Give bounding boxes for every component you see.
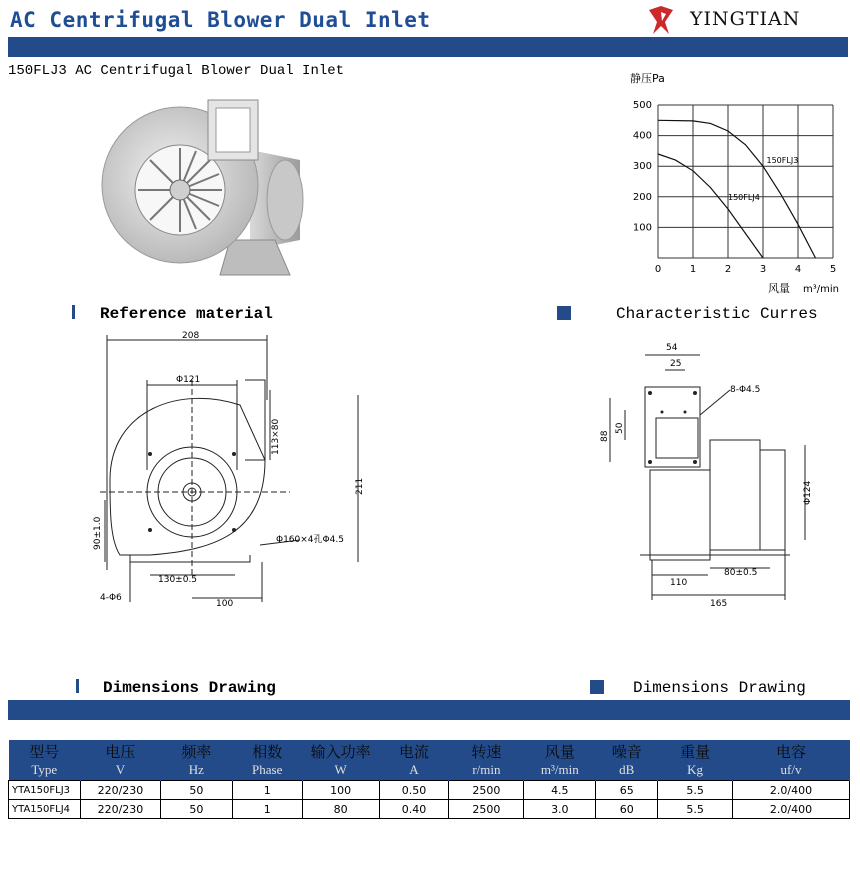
header-en: r/min	[472, 761, 501, 777]
dim-bolt-circle: Φ160×4孔Φ4.5	[276, 535, 344, 545]
header-en: V	[115, 761, 126, 777]
y-tick-label: 100	[632, 222, 652, 234]
table-header-cell	[449, 740, 524, 781]
y-tick-label: 400	[632, 130, 652, 142]
table-cell: 1	[232, 781, 302, 800]
dim-flange-height: 88	[600, 430, 610, 442]
header-en: Type	[31, 761, 58, 777]
header-cn: 输入功率	[310, 742, 371, 761]
table-row	[9, 800, 850, 819]
table-header-cell	[379, 740, 449, 781]
series-line-150FLJ3	[658, 120, 816, 258]
yingtian-logo-icon	[643, 2, 679, 38]
table-cell: 1	[232, 800, 302, 819]
table-header-row	[9, 740, 850, 781]
section-marker-icon	[76, 679, 79, 693]
table-divider-bar	[8, 700, 850, 720]
table-cell: 2.0/400	[733, 781, 850, 800]
dim-hole-height: 50	[615, 422, 625, 434]
table-header-cell	[160, 740, 232, 781]
table-cell: 60	[596, 800, 658, 819]
section-dimensions-left-label: Dimensions Drawing	[103, 679, 276, 697]
x-tick-label: 0	[654, 264, 662, 275]
header-cn: 噪音	[611, 742, 642, 761]
table-header-cell	[80, 740, 160, 781]
header-en: Hz	[188, 761, 204, 777]
header-en: W	[334, 761, 347, 777]
dim-center-height: 90±1.0	[93, 516, 103, 550]
dim-flange-holes: 8-Φ4.5	[730, 385, 761, 395]
x-axis-unit: m³/min	[803, 284, 839, 295]
table-header-cell	[658, 740, 733, 781]
table-cell: 50	[160, 800, 232, 819]
section-dimensions-right-label: Dimensions Drawing	[633, 679, 806, 697]
dim-inlet: Φ121	[176, 375, 201, 385]
page-title: AC Centrifugal Blower Dual Inlet	[10, 8, 431, 32]
header-cn: 型号	[29, 742, 60, 761]
dim-width: 208	[182, 331, 200, 341]
section-characteristic-label: Characteristic Curres	[616, 305, 818, 323]
table-header-cell	[302, 740, 379, 781]
header-cn: 转速	[471, 742, 502, 761]
table-header-cell	[9, 740, 81, 781]
header-cn: 重量	[680, 742, 711, 761]
header-cn: 电压	[105, 742, 136, 761]
table-header-cell	[524, 740, 596, 781]
section-reference-label: Reference material	[100, 305, 273, 323]
header-cn: 频率	[181, 742, 212, 761]
x-tick-label: 5	[829, 264, 837, 275]
y-axis-label: 静压Pa	[630, 72, 665, 85]
front-dimension-drawing	[90, 330, 390, 610]
table-cell: 2500	[449, 800, 524, 819]
table-header-cell	[596, 740, 658, 781]
dim-depth: 110	[670, 578, 688, 588]
dim-motor-dia: Φ124	[803, 480, 813, 505]
table-cell: YTA150FLJ4	[9, 800, 81, 819]
header-en: A	[409, 761, 419, 777]
header-cn: 电流	[398, 742, 429, 761]
section-square-icon	[557, 306, 571, 320]
table-cell: 50	[160, 781, 232, 800]
table-cell: 0.40	[379, 800, 449, 819]
dim-outlet: 113×80	[271, 418, 281, 455]
x-tick-label: 3	[759, 264, 767, 275]
series-line-150FLJ4	[658, 154, 763, 258]
series-label: 150FLJ3	[766, 156, 799, 166]
series-label: 150FLJ4	[728, 192, 760, 202]
brand-name: YINGTIAN	[690, 8, 801, 30]
table-row	[9, 781, 850, 800]
header-en: dB	[619, 761, 635, 777]
x-tick-label: 2	[724, 264, 732, 275]
table-cell: 5.5	[658, 800, 733, 819]
section-square-icon	[590, 680, 604, 694]
y-tick-label: 300	[632, 161, 652, 173]
section-marker-icon	[72, 305, 75, 319]
dim-mount-holes: 4-Φ6	[100, 593, 122, 603]
table-cell: 5.5	[658, 781, 733, 800]
header-en: m³/min	[540, 761, 579, 777]
table-cell: 0.50	[379, 781, 449, 800]
y-tick-label: 500	[632, 100, 652, 111]
x-axis-label: 风量	[768, 282, 790, 295]
product-subtitle: 150FLJ3 AC Centrifugal Blower Dual Inlet	[8, 63, 345, 79]
dim-base-spacing: 130±0.5	[158, 575, 198, 585]
header-divider-bar	[8, 37, 848, 57]
dim-height: 211	[355, 477, 365, 495]
header-en: uf/v	[780, 761, 802, 777]
header-cn: 电容	[776, 742, 807, 761]
table-cell: 2.0/400	[733, 800, 850, 819]
x-tick-label: 1	[689, 264, 697, 275]
table-header-cell	[733, 740, 850, 781]
dim-offset: 100	[216, 599, 234, 609]
header-en: Phase	[252, 761, 283, 777]
dim-flange-width: 54	[666, 343, 678, 353]
table-cell: 2500	[449, 781, 524, 800]
dim-base-width: 80±0.5	[724, 568, 758, 578]
table-cell: 220/230	[80, 781, 160, 800]
side-dimension-drawing	[590, 330, 830, 610]
y-tick-label: 200	[632, 191, 652, 203]
table-cell: 220/230	[80, 800, 160, 819]
table-cell: 4.5	[524, 781, 596, 800]
header-en: Kg	[687, 761, 704, 777]
x-tick-label: 4	[794, 264, 802, 275]
table-cell: 3.0	[524, 800, 596, 819]
table-cell: 100	[302, 781, 379, 800]
table-cell: 80	[302, 800, 379, 819]
header-cn: 风量	[544, 742, 575, 761]
table-header-cell	[232, 740, 302, 781]
header-cn: 相数	[252, 742, 283, 761]
table-cell: 65	[596, 781, 658, 800]
spec-table	[8, 740, 850, 819]
dim-hole-spacing: 25	[670, 359, 682, 369]
characteristic-curve-chart	[600, 68, 850, 300]
dim-total-depth: 165	[710, 599, 728, 609]
table-cell: YTA150FLJ3	[9, 781, 81, 800]
blower-product-image	[100, 90, 310, 290]
